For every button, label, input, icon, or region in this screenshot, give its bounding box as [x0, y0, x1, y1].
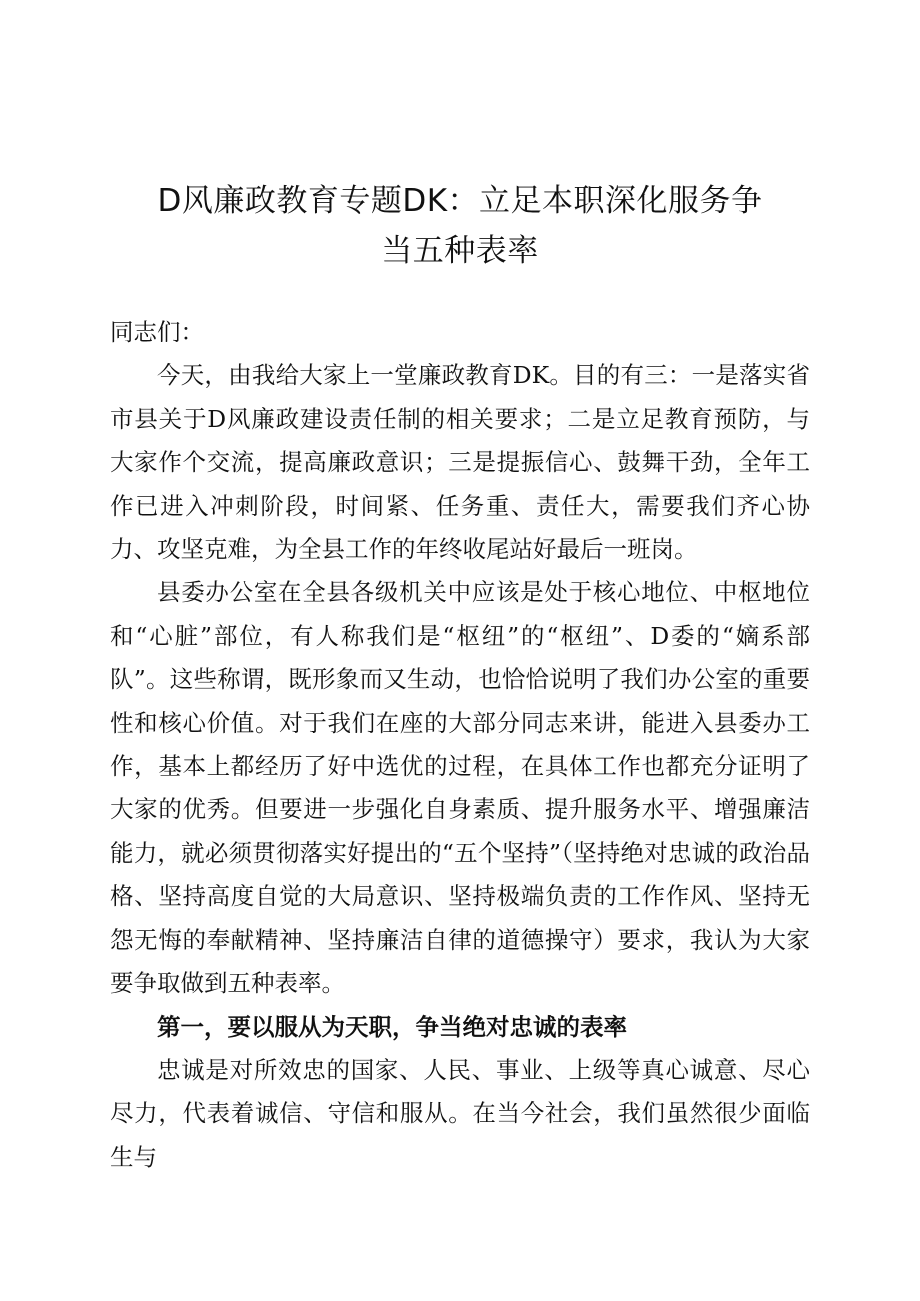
document-title: [110, 176, 810, 276]
body-paragraph: 县委办公室在全县各级机关中应该是处于核心地位、中枢地位和“心脏”部位，有人称我们是“枢纽”的“枢纽”、D委的“嫡系部队”。这些称谓，既形象而又生动，也恰恰说明了我们办公室的重要性和核心价值。对于我们在座的大部分同志来讲，能进入县委办工作，基本上都经历了好中选优的过程，在具体工作也都充分证明了大家的优秀。但要进一步强化自身素质、提升服务水平、增强廉洁能力，就必须贯彻落实好提出的“五个坚持”（坚持绝对忠诚的政治品格、坚持高度自觉的大局意识、坚持极端负责的工作作风、坚持无怨无悔的奉献精神、坚持廉洁自律的道德操守）要求，我认为大家要争取做到五种表率。: [110, 578, 810, 998]
document-body: [110, 311, 810, 1179]
body-paragraph: 今天，由我给大家上一堂廉政教育DK。目的有三：一是落实省市县关于D风廉政建设责任制的相关要求；二是立足教育预防，与大家作个交流，提高廉政意识；三是提振信心、鼓舞干劲，全年工作已进入冲刺阶段，时间紧、任务重、责任大，需要我们齐心协力、攻坚克难，为全县工作的年终收尾站好最后一班岗。: [110, 361, 810, 564]
section-heading: 第一，要以服从为天职，争当绝对忠诚的表率: [157, 1012, 627, 1041]
title-line-2: 当五种表率: [381, 233, 539, 269]
title-line-1: D风廉政教育专题DK：立足本职深化服务争: [157, 183, 763, 219]
section-paragraph: 忠诚是对所效忠的国家、人民、事业、上级等真心诚意、尽心尽力，代表着诚信、守信和服从。在当今社会，我们虽然很少面临生与: [110, 1055, 810, 1171]
greeting: 同志们：: [110, 318, 204, 346]
